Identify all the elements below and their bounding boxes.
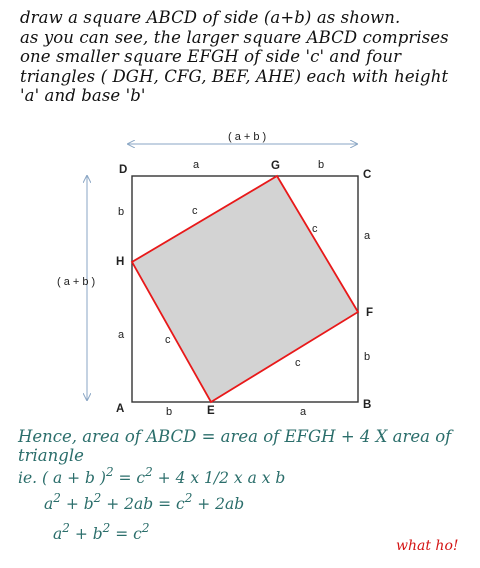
eq-term: + b bbox=[60, 495, 94, 513]
vertex-c: C bbox=[363, 169, 372, 181]
vertex-a: A bbox=[116, 403, 125, 415]
inner-square bbox=[132, 176, 358, 402]
eq-exponent: 2 bbox=[62, 521, 70, 535]
vertex-b: B bbox=[363, 399, 372, 411]
edge-label-right-a: a bbox=[364, 230, 371, 242]
eq-term: + 2ab bbox=[192, 495, 245, 513]
vertex-f: F bbox=[366, 307, 374, 319]
hyp-label-hg: c bbox=[192, 205, 198, 217]
eq-exponent: 2 bbox=[141, 521, 150, 535]
intro-line: 'a' and base 'b' bbox=[20, 86, 146, 105]
intro-line: one smaller square EFGH of side 'c' and four bbox=[20, 47, 402, 66]
edge-label-top-a: a bbox=[193, 159, 200, 171]
edge-label-bottom-b: b bbox=[166, 406, 173, 418]
top-dimension-label: ( a + b ) bbox=[228, 131, 267, 143]
conclusion-line-1: Hence, area of ABCD = area of EFGH + 4 X area of bbox=[18, 427, 452, 446]
eq-exponent: 2 bbox=[145, 465, 153, 479]
eq-term: + b bbox=[69, 525, 103, 543]
eq-exponent: 2 bbox=[184, 491, 193, 505]
edge-label-bottom-a: a bbox=[300, 406, 307, 418]
eq-term: = c bbox=[113, 469, 146, 487]
eq-exponent: 2 bbox=[93, 491, 102, 505]
equation-line-1 bbox=[18, 465, 286, 487]
vertex-h: H bbox=[116, 256, 125, 268]
eq-term: a bbox=[53, 525, 63, 543]
eq-exponent: 2 bbox=[53, 491, 61, 505]
signature-text: what ho! bbox=[396, 538, 459, 554]
equation-line-3 bbox=[53, 521, 150, 543]
edge-label-left-a: a bbox=[118, 329, 125, 341]
equation-line-2 bbox=[44, 491, 245, 513]
eq-term: + 4 x 1/2 x a x b bbox=[152, 469, 286, 487]
eq-term: + 2ab = c bbox=[101, 495, 185, 513]
conclusion-line-2: triangle bbox=[18, 446, 84, 465]
edge-label-top-b: b bbox=[318, 159, 325, 171]
hyp-label-eh: c bbox=[165, 334, 171, 346]
eq-term: = c bbox=[110, 525, 142, 543]
eq-term: ie. ( a + b ) bbox=[18, 469, 106, 487]
vertex-d: D bbox=[119, 164, 128, 176]
vertex-g: G bbox=[271, 160, 280, 172]
intro-line: as you can see, the larger square ABCD comprises bbox=[20, 27, 449, 47]
hyp-label-fe: c bbox=[295, 357, 301, 369]
eq-exponent: 2 bbox=[102, 521, 111, 535]
intro-line: triangles ( DGH, CFG, BEF, AHE) each with height bbox=[20, 66, 449, 86]
intro-line: draw a square ABCD of side (a+b) as shown. bbox=[20, 8, 401, 27]
edge-label-left-b: b bbox=[118, 206, 125, 218]
hyp-label-gf: c bbox=[312, 223, 318, 235]
left-dimension-label: ( a + b ) bbox=[57, 276, 96, 288]
eq-exponent: 2 bbox=[105, 465, 114, 479]
eq-term: a bbox=[44, 495, 54, 513]
edge-label-right-b: b bbox=[364, 351, 371, 363]
vertex-e: E bbox=[207, 405, 215, 417]
